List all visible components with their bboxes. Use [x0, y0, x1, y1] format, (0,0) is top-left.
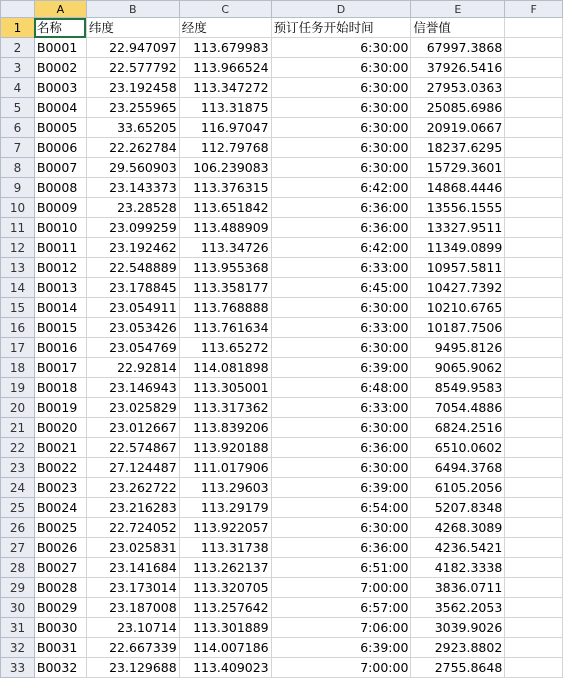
- data-cell[interactable]: 22.574867: [86, 438, 179, 458]
- data-cell[interactable]: 23.054911: [86, 298, 179, 318]
- empty-cell[interactable]: [505, 418, 563, 438]
- data-cell[interactable]: B0026: [34, 538, 86, 558]
- data-cell[interactable]: B0001: [34, 38, 86, 58]
- data-cell[interactable]: B0005: [34, 118, 86, 138]
- table-row: [1, 658, 563, 678]
- data-cell[interactable]: B0016: [34, 338, 86, 358]
- data-cell[interactable]: 23.178845: [86, 278, 179, 298]
- data-cell[interactable]: 23.054769: [86, 338, 179, 358]
- table-row: [1, 118, 563, 138]
- row-number[interactable]: 6: [1, 118, 35, 138]
- data-cell[interactable]: 23.262722: [86, 478, 179, 498]
- data-cell[interactable]: 6:33:00: [271, 318, 411, 338]
- data-cell[interactable]: 6:36:00: [271, 438, 411, 458]
- row-number[interactable]: 29: [1, 578, 35, 598]
- empty-cell[interactable]: [505, 438, 563, 458]
- data-cell[interactable]: B0008: [34, 178, 86, 198]
- data-cell[interactable]: 3039.9026: [411, 618, 505, 638]
- data-cell[interactable]: 7:06:00: [271, 618, 411, 638]
- data-cell[interactable]: 6:30:00: [271, 138, 411, 158]
- data-cell[interactable]: 6:39:00: [271, 478, 411, 498]
- row-number[interactable]: 22: [1, 438, 35, 458]
- data-cell[interactable]: 6:39:00: [271, 638, 411, 658]
- data-cell[interactable]: 18237.6295: [411, 138, 505, 158]
- data-cell[interactable]: 22.577792: [86, 58, 179, 78]
- empty-cell[interactable]: [505, 218, 563, 238]
- row-number[interactable]: 28: [1, 558, 35, 578]
- data-cell[interactable]: 113.320705: [179, 578, 271, 598]
- empty-cell[interactable]: [505, 118, 563, 138]
- empty-cell[interactable]: [505, 18, 563, 38]
- row-number[interactable]: 13: [1, 258, 35, 278]
- table-row: [1, 218, 563, 238]
- data-cell[interactable]: 10957.5811: [411, 258, 505, 278]
- data-cell[interactable]: 22.548889: [86, 258, 179, 278]
- data-cell[interactable]: 2923.8802: [411, 638, 505, 658]
- data-cell[interactable]: 6:30:00: [271, 418, 411, 438]
- data-cell[interactable]: 113.347272: [179, 78, 271, 98]
- table-row: [1, 178, 563, 198]
- empty-cell[interactable]: [505, 98, 563, 118]
- table-row: [1, 378, 563, 398]
- empty-cell[interactable]: [505, 198, 563, 218]
- empty-cell[interactable]: [505, 518, 563, 538]
- row-number[interactable]: 15: [1, 298, 35, 318]
- data-cell[interactable]: 113.409023: [179, 658, 271, 678]
- row-number[interactable]: 20: [1, 398, 35, 418]
- data-cell[interactable]: 6824.2516: [411, 418, 505, 438]
- data-cell[interactable]: 9065.9062: [411, 358, 505, 378]
- table-row: [1, 358, 563, 378]
- data-cell[interactable]: 6:36:00: [271, 218, 411, 238]
- data-cell[interactable]: 113.955368: [179, 258, 271, 278]
- data-cell[interactable]: 113.768888: [179, 298, 271, 318]
- data-cell[interactable]: 113.966524: [179, 58, 271, 78]
- table-row: [1, 158, 563, 178]
- data-cell[interactable]: 23.192458: [86, 78, 179, 98]
- data-cell[interactable]: B0025: [34, 518, 86, 538]
- data-cell[interactable]: B0011: [34, 238, 86, 258]
- data-cell[interactable]: 113.65272: [179, 338, 271, 358]
- row-number[interactable]: 17: [1, 338, 35, 358]
- empty-cell[interactable]: [505, 58, 563, 78]
- table-row: [1, 238, 563, 258]
- row-number[interactable]: 23: [1, 458, 35, 478]
- data-cell[interactable]: 113.651842: [179, 198, 271, 218]
- data-cell[interactable]: 33.65205: [86, 118, 179, 138]
- column-header-b[interactable]: B: [86, 1, 179, 18]
- table-row: [1, 18, 563, 38]
- data-cell[interactable]: 6:57:00: [271, 598, 411, 618]
- data-cell[interactable]: 113.257642: [179, 598, 271, 618]
- data-cell[interactable]: B0022: [34, 458, 86, 478]
- data-cell[interactable]: 6510.0602: [411, 438, 505, 458]
- table-row: [1, 598, 563, 618]
- data-cell[interactable]: 6:30:00: [271, 98, 411, 118]
- table-row: [1, 338, 563, 358]
- column-header-row: [1, 1, 563, 18]
- data-cell[interactable]: 23.012667: [86, 418, 179, 438]
- data-cell[interactable]: 6:30:00: [271, 118, 411, 138]
- data-cell[interactable]: 6:48:00: [271, 378, 411, 398]
- data-cell[interactable]: B0020: [34, 418, 86, 438]
- data-cell[interactable]: 114.007186: [179, 638, 271, 658]
- empty-cell[interactable]: [505, 158, 563, 178]
- data-cell[interactable]: 6:51:00: [271, 558, 411, 578]
- data-cell[interactable]: 23.129688: [86, 658, 179, 678]
- data-cell[interactable]: 29.560903: [86, 158, 179, 178]
- data-cell[interactable]: 6:42:00: [271, 238, 411, 258]
- table-row: [1, 278, 563, 298]
- data-cell[interactable]: 23.099259: [86, 218, 179, 238]
- data-cell[interactable]: 6:30:00: [271, 458, 411, 478]
- empty-cell[interactable]: [505, 638, 563, 658]
- column-header-d[interactable]: D: [271, 1, 411, 18]
- data-cell[interactable]: 15729.3601: [411, 158, 505, 178]
- row-number[interactable]: 24: [1, 478, 35, 498]
- data-cell[interactable]: 6:36:00: [271, 538, 411, 558]
- data-cell[interactable]: 6:54:00: [271, 498, 411, 518]
- row-number[interactable]: 31: [1, 618, 35, 638]
- table-row: [1, 138, 563, 158]
- empty-cell[interactable]: [505, 338, 563, 358]
- row-number[interactable]: 16: [1, 318, 35, 338]
- data-cell[interactable]: 10427.7392: [411, 278, 505, 298]
- data-cell[interactable]: B0031: [34, 638, 86, 658]
- data-cell[interactable]: B0032: [34, 658, 86, 678]
- data-cell[interactable]: 113.922057: [179, 518, 271, 538]
- data-cell[interactable]: 67997.3868: [411, 38, 505, 58]
- empty-cell[interactable]: [505, 298, 563, 318]
- data-cell[interactable]: 8549.9583: [411, 378, 505, 398]
- row-number[interactable]: 8: [1, 158, 35, 178]
- table-row: [1, 538, 563, 558]
- data-cell[interactable]: 13556.1555: [411, 198, 505, 218]
- table-row: [1, 518, 563, 538]
- data-cell[interactable]: 22.92814: [86, 358, 179, 378]
- table-row: [1, 38, 563, 58]
- data-cell[interactable]: B0014: [34, 298, 86, 318]
- row-number[interactable]: 18: [1, 358, 35, 378]
- data-cell[interactable]: 13327.9511: [411, 218, 505, 238]
- data-cell[interactable]: 14868.4446: [411, 178, 505, 198]
- data-cell[interactable]: 113.358177: [179, 278, 271, 298]
- data-cell[interactable]: 4182.3338: [411, 558, 505, 578]
- data-cell[interactable]: 27.124487: [86, 458, 179, 478]
- data-cell[interactable]: B0006: [34, 138, 86, 158]
- empty-cell[interactable]: [505, 458, 563, 478]
- data-cell[interactable]: 3562.2053: [411, 598, 505, 618]
- data-cell[interactable]: 111.017906: [179, 458, 271, 478]
- empty-cell[interactable]: [505, 578, 563, 598]
- data-cell[interactable]: 5207.8348: [411, 498, 505, 518]
- data-cell[interactable]: B0019: [34, 398, 86, 418]
- row-number[interactable]: 21: [1, 418, 35, 438]
- empty-cell[interactable]: [505, 278, 563, 298]
- data-cell[interactable]: 23.192462: [86, 238, 179, 258]
- select-all-corner[interactable]: [1, 1, 35, 18]
- row-number[interactable]: 30: [1, 598, 35, 618]
- table-row: [1, 558, 563, 578]
- data-cell[interactable]: 113.761634: [179, 318, 271, 338]
- table-row: [1, 78, 563, 98]
- row-number[interactable]: 7: [1, 138, 35, 158]
- data-cell[interactable]: B0004: [34, 98, 86, 118]
- header-cell[interactable]: 名称: [34, 18, 86, 38]
- column-header-f[interactable]: F: [505, 1, 563, 18]
- row-number[interactable]: 19: [1, 378, 35, 398]
- data-cell[interactable]: 7:00:00: [271, 578, 411, 598]
- data-cell[interactable]: B0015: [34, 318, 86, 338]
- header-cell[interactable]: 经度: [179, 18, 271, 38]
- header-cell[interactable]: 纬度: [86, 18, 179, 38]
- data-cell[interactable]: 106.239083: [179, 158, 271, 178]
- table-row: [1, 618, 563, 638]
- data-cell[interactable]: 37926.5416: [411, 58, 505, 78]
- data-cell[interactable]: 113.317362: [179, 398, 271, 418]
- table-row: [1, 478, 563, 498]
- row-number[interactable]: 2: [1, 38, 35, 58]
- data-cell[interactable]: 23.141684: [86, 558, 179, 578]
- data-cell[interactable]: B0007: [34, 158, 86, 178]
- empty-cell[interactable]: [505, 478, 563, 498]
- data-cell[interactable]: 113.31875: [179, 98, 271, 118]
- empty-cell[interactable]: [505, 358, 563, 378]
- data-cell[interactable]: 113.301889: [179, 618, 271, 638]
- data-cell[interactable]: 6:30:00: [271, 78, 411, 98]
- data-cell[interactable]: 113.262137: [179, 558, 271, 578]
- data-cell[interactable]: 10210.6765: [411, 298, 505, 318]
- table-row: [1, 298, 563, 318]
- empty-cell[interactable]: [505, 318, 563, 338]
- data-cell[interactable]: 6494.3768: [411, 458, 505, 478]
- table-row: [1, 98, 563, 118]
- data-cell[interactable]: 22.947097: [86, 38, 179, 58]
- row-number[interactable]: 10: [1, 198, 35, 218]
- header-cell[interactable]: 预订任务开始时间: [271, 18, 411, 38]
- data-cell[interactable]: 7:00:00: [271, 658, 411, 678]
- table-row: [1, 258, 563, 278]
- data-cell[interactable]: 22.262784: [86, 138, 179, 158]
- data-cell[interactable]: 113.31738: [179, 538, 271, 558]
- empty-cell[interactable]: [505, 178, 563, 198]
- table-row: [1, 458, 563, 478]
- data-cell[interactable]: 113.305001: [179, 378, 271, 398]
- table-row: [1, 198, 563, 218]
- data-cell[interactable]: 23.187008: [86, 598, 179, 618]
- empty-cell[interactable]: [505, 378, 563, 398]
- empty-cell[interactable]: [505, 138, 563, 158]
- table-row: [1, 638, 563, 658]
- data-cell[interactable]: 23.025829: [86, 398, 179, 418]
- row-number[interactable]: 5: [1, 98, 35, 118]
- row-number[interactable]: 32: [1, 638, 35, 658]
- data-cell[interactable]: 4268.3089: [411, 518, 505, 538]
- data-cell[interactable]: 113.488909: [179, 218, 271, 238]
- data-cell[interactable]: 113.679983: [179, 38, 271, 58]
- data-cell[interactable]: 6:36:00: [271, 198, 411, 218]
- data-cell[interactable]: B0009: [34, 198, 86, 218]
- empty-cell[interactable]: [505, 658, 563, 678]
- data-cell[interactable]: 3836.0711: [411, 578, 505, 598]
- data-cell[interactable]: 22.724052: [86, 518, 179, 538]
- data-cell[interactable]: B0013: [34, 278, 86, 298]
- data-cell[interactable]: B0010: [34, 218, 86, 238]
- data-cell[interactable]: 22.667339: [86, 638, 179, 658]
- table-row: [1, 318, 563, 338]
- empty-cell[interactable]: [505, 498, 563, 518]
- data-cell[interactable]: 23.28528: [86, 198, 179, 218]
- data-cell[interactable]: 6:30:00: [271, 298, 411, 318]
- data-cell[interactable]: B0018: [34, 378, 86, 398]
- data-cell[interactable]: B0003: [34, 78, 86, 98]
- data-cell[interactable]: B0024: [34, 498, 86, 518]
- data-cell[interactable]: B0021: [34, 438, 86, 458]
- table-row: [1, 438, 563, 458]
- data-cell[interactable]: 113.34726: [179, 238, 271, 258]
- data-cell[interactable]: 6:33:00: [271, 258, 411, 278]
- data-cell[interactable]: B0002: [34, 58, 86, 78]
- data-cell[interactable]: 113.29179: [179, 498, 271, 518]
- data-cell[interactable]: B0023: [34, 478, 86, 498]
- data-cell[interactable]: 6105.2056: [411, 478, 505, 498]
- data-cell[interactable]: 6:30:00: [271, 158, 411, 178]
- empty-cell[interactable]: [505, 558, 563, 578]
- data-cell[interactable]: B0029: [34, 598, 86, 618]
- row-number[interactable]: 1: [1, 18, 35, 38]
- empty-cell[interactable]: [505, 38, 563, 58]
- data-cell[interactable]: 113.29603: [179, 478, 271, 498]
- data-cell[interactable]: B0028: [34, 578, 86, 598]
- empty-cell[interactable]: [505, 78, 563, 98]
- data-cell[interactable]: 23.053426: [86, 318, 179, 338]
- data-cell[interactable]: 6:33:00: [271, 398, 411, 418]
- data-cell[interactable]: B0030: [34, 618, 86, 638]
- data-cell[interactable]: 27953.0363: [411, 78, 505, 98]
- data-cell[interactable]: 113.839206: [179, 418, 271, 438]
- data-cell[interactable]: 11349.0899: [411, 238, 505, 258]
- empty-cell[interactable]: [505, 398, 563, 418]
- empty-cell[interactable]: [505, 598, 563, 618]
- table-row: [1, 498, 563, 518]
- table-row: [1, 58, 563, 78]
- data-cell[interactable]: 6:45:00: [271, 278, 411, 298]
- data-cell[interactable]: 7054.4886: [411, 398, 505, 418]
- data-cell[interactable]: 114.081898: [179, 358, 271, 378]
- column-header-c[interactable]: C: [179, 1, 271, 18]
- empty-cell[interactable]: [505, 618, 563, 638]
- table-row: [1, 578, 563, 598]
- data-cell[interactable]: 6:39:00: [271, 358, 411, 378]
- data-cell[interactable]: 20919.0667: [411, 118, 505, 138]
- data-cell[interactable]: 23.216283: [86, 498, 179, 518]
- data-cell[interactable]: 6:42:00: [271, 178, 411, 198]
- data-cell[interactable]: 10187.7506: [411, 318, 505, 338]
- row-number[interactable]: 11: [1, 218, 35, 238]
- data-cell[interactable]: 6:30:00: [271, 518, 411, 538]
- data-cell[interactable]: 25085.6986: [411, 98, 505, 118]
- column-header-e[interactable]: E: [411, 1, 505, 18]
- row-number[interactable]: 9: [1, 178, 35, 198]
- data-cell[interactable]: 23.10714: [86, 618, 179, 638]
- data-cell[interactable]: 113.920188: [179, 438, 271, 458]
- table-row: [1, 398, 563, 418]
- row-number[interactable]: 26: [1, 518, 35, 538]
- row-number[interactable]: 25: [1, 498, 35, 518]
- data-cell[interactable]: B0017: [34, 358, 86, 378]
- data-cell[interactable]: 2755.8648: [411, 658, 505, 678]
- data-cell[interactable]: 112.79768: [179, 138, 271, 158]
- row-number[interactable]: 3: [1, 58, 35, 78]
- data-cell[interactable]: B0027: [34, 558, 86, 578]
- data-cell[interactable]: 4236.5421: [411, 538, 505, 558]
- table-row: [1, 418, 563, 438]
- data-cell[interactable]: 9495.8126: [411, 338, 505, 358]
- data-cell[interactable]: 6:30:00: [271, 58, 411, 78]
- empty-cell[interactable]: [505, 258, 563, 278]
- data-cell[interactable]: 23.173014: [86, 578, 179, 598]
- column-header-a[interactable]: A: [34, 1, 86, 18]
- row-number[interactable]: 12: [1, 238, 35, 258]
- empty-cell[interactable]: [505, 538, 563, 558]
- data-cell[interactable]: 6:30:00: [271, 338, 411, 358]
- data-cell[interactable]: 23.025831: [86, 538, 179, 558]
- data-cell[interactable]: 116.97047: [179, 118, 271, 138]
- empty-cell[interactable]: [505, 238, 563, 258]
- header-cell[interactable]: 信誉值: [411, 18, 505, 38]
- data-cell[interactable]: B0012: [34, 258, 86, 278]
- data-cell[interactable]: 113.376315: [179, 178, 271, 198]
- data-cell[interactable]: 6:30:00: [271, 38, 411, 58]
- data-cell[interactable]: 23.143373: [86, 178, 179, 198]
- data-cell[interactable]: 23.146943: [86, 378, 179, 398]
- row-number[interactable]: 14: [1, 278, 35, 298]
- row-number[interactable]: 27: [1, 538, 35, 558]
- row-number[interactable]: 4: [1, 78, 35, 98]
- data-cell[interactable]: 23.255965: [86, 98, 179, 118]
- row-number[interactable]: 33: [1, 658, 35, 678]
